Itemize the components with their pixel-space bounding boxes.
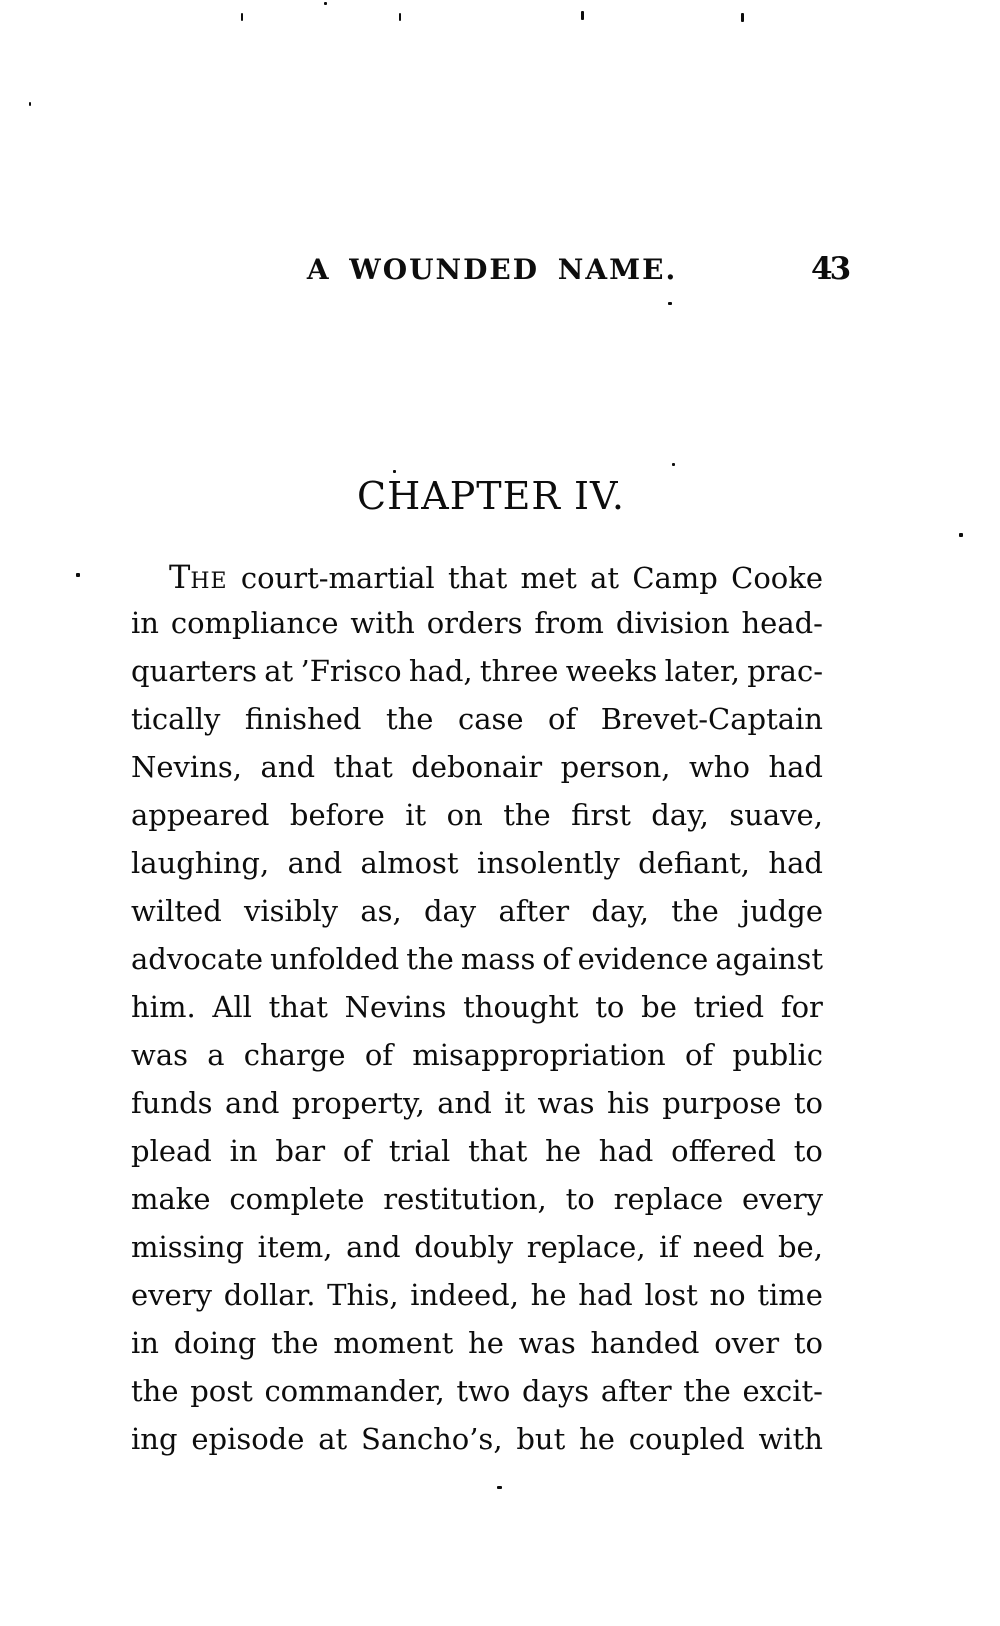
word: head- (741, 606, 823, 640)
word: appeared (131, 798, 270, 832)
paragraph (131, 552, 823, 1464)
scan-speck (497, 1486, 502, 1489)
word: property, (291, 1086, 425, 1120)
text-line (131, 888, 823, 936)
word: be (641, 990, 677, 1024)
scan-speck (672, 463, 675, 466)
word: time (757, 1278, 823, 1312)
word: over (714, 1326, 780, 1360)
lead-word (169, 558, 228, 596)
text-line (131, 600, 823, 648)
word: if (659, 1230, 680, 1264)
word: two (456, 1374, 511, 1408)
word: missing (131, 1230, 245, 1264)
word: of (548, 702, 577, 736)
lead-small-caps: HE (190, 569, 228, 594)
word: handed (590, 1326, 700, 1360)
word: he (468, 1326, 504, 1360)
word: at (264, 654, 294, 688)
word: it (504, 1086, 526, 1120)
text-line (131, 984, 823, 1032)
running-header (142, 253, 842, 286)
word: laughing, (131, 846, 270, 880)
word: with (758, 1422, 823, 1456)
word: of (364, 1038, 394, 1072)
word: Camp (632, 561, 718, 595)
word: dollar. (223, 1278, 316, 1312)
text-line (131, 744, 823, 792)
word: after (600, 1374, 672, 1408)
word: Sancho’s, (361, 1422, 503, 1456)
word: that (468, 1134, 528, 1168)
word: ing (131, 1422, 178, 1456)
word: Nevins, (131, 750, 242, 784)
scan-speck (741, 13, 744, 22)
word: funds (131, 1086, 213, 1120)
word: in (229, 1134, 258, 1168)
word: bar (275, 1134, 326, 1168)
text-line (131, 648, 823, 696)
text-line (131, 1272, 823, 1320)
word: be, (777, 1230, 823, 1264)
word: debonair (411, 750, 543, 784)
word: judge (741, 894, 823, 928)
scan-speck (29, 102, 31, 106)
scan-speck (399, 13, 401, 21)
word: episode (191, 1422, 305, 1456)
word: and (287, 846, 343, 880)
word: in (131, 606, 159, 640)
word: restitution, (383, 1182, 547, 1216)
word: Brevet-Captain (600, 702, 823, 736)
word: court-martial (240, 561, 435, 595)
word: coupled (628, 1422, 745, 1456)
word: compliance (170, 606, 339, 640)
word: division (615, 606, 730, 640)
word: for (780, 990, 823, 1024)
text-line-first (131, 552, 823, 600)
word: insolently (476, 846, 620, 880)
header-title: A WOUNDED NAME. (306, 253, 678, 286)
word: on (446, 798, 483, 832)
word: who (688, 750, 750, 784)
word: in (131, 1326, 159, 1360)
word: person, (560, 750, 671, 784)
word: defiant, (638, 846, 751, 880)
word: him. (131, 990, 196, 1024)
word: quarters (131, 654, 257, 688)
word: Nevins (344, 990, 447, 1024)
word: was (537, 1086, 595, 1120)
text-line (131, 1224, 823, 1272)
word: mass (460, 942, 536, 976)
word: day (423, 894, 477, 928)
word: need (692, 1230, 765, 1264)
word: doing (173, 1326, 257, 1360)
word: at (590, 561, 620, 595)
word: with (350, 606, 415, 640)
word: Cooke (731, 561, 823, 595)
word: thought (463, 990, 579, 1024)
word: was (518, 1326, 576, 1360)
word: unfolded (270, 942, 400, 976)
word: case (457, 702, 524, 736)
drop-initial: T (169, 558, 191, 596)
word: All (212, 990, 252, 1024)
word: a (207, 1038, 225, 1072)
word: day, (591, 894, 650, 928)
word: later, (664, 654, 740, 688)
word: that (333, 750, 393, 784)
word: replace, (526, 1230, 646, 1264)
text-line (131, 1176, 823, 1224)
word: public (732, 1038, 823, 1072)
word: to (793, 1326, 823, 1360)
word: This, (327, 1278, 399, 1312)
word: commander, (264, 1374, 445, 1408)
text-line (131, 936, 823, 984)
text-line (131, 840, 823, 888)
word: make (131, 1182, 211, 1216)
scan-speck (959, 533, 963, 537)
word: before (289, 798, 385, 832)
word: he (579, 1422, 615, 1456)
word: the (385, 702, 434, 736)
word: item, (257, 1230, 333, 1264)
scan-speck (581, 11, 584, 20)
word: first (571, 798, 631, 832)
word: as, (360, 894, 402, 928)
word: weeks (565, 654, 658, 688)
word: complete (229, 1182, 365, 1216)
word: orders (426, 606, 523, 640)
word: purpose (662, 1086, 782, 1120)
word: the (271, 1326, 319, 1360)
word: was (131, 1038, 188, 1072)
word: charge (243, 1038, 346, 1072)
word: offered (671, 1134, 776, 1168)
word: had (578, 1278, 633, 1312)
word: wilted (131, 894, 222, 928)
word: to (793, 1134, 823, 1168)
word: day, (651, 798, 709, 832)
word: lost (644, 1278, 698, 1312)
word: and (260, 750, 316, 784)
word: of (542, 942, 571, 976)
word: to (595, 990, 625, 1024)
word: finished (244, 702, 362, 736)
word: it (405, 798, 427, 832)
word: no (709, 1278, 746, 1312)
text-line (131, 1032, 823, 1080)
page-number: 43 (811, 251, 849, 287)
word: replace (613, 1182, 724, 1216)
word: his (606, 1086, 650, 1120)
word: the (503, 798, 551, 832)
word: three (479, 654, 559, 688)
word: against (715, 942, 823, 976)
chapter-heading: CHAPTER IV. (357, 474, 625, 518)
text-line (131, 1128, 823, 1176)
word: he (545, 1134, 581, 1168)
word: had, (408, 654, 473, 688)
text-line (131, 792, 823, 840)
word: suave, (729, 798, 823, 832)
word: tried (693, 990, 765, 1024)
word: days (522, 1374, 590, 1408)
word: and (224, 1086, 280, 1120)
text-line (131, 1080, 823, 1128)
word: ’Frisco (300, 654, 402, 688)
word: trial (388, 1134, 451, 1168)
word: he (530, 1278, 567, 1312)
word: advocate (131, 942, 264, 976)
word: doubly (414, 1230, 514, 1264)
word: almost (360, 846, 459, 880)
word: of (684, 1038, 714, 1072)
word: tically (131, 702, 221, 736)
scan-speck (76, 573, 80, 577)
word: prac- (747, 654, 823, 688)
word: the (671, 894, 719, 928)
word: had (768, 750, 823, 784)
word: every (131, 1278, 212, 1312)
word: after (498, 894, 570, 928)
word: but (516, 1422, 566, 1456)
word: that (447, 561, 508, 595)
word: visibly (244, 894, 339, 928)
scan-speck (668, 302, 672, 305)
word: the (131, 1374, 179, 1408)
word: had (768, 846, 823, 880)
word: the (406, 942, 454, 976)
word: had (598, 1134, 654, 1168)
word: plead (131, 1134, 212, 1168)
word: every (742, 1182, 823, 1216)
scan-speck (241, 13, 243, 21)
word: the (683, 1374, 731, 1408)
word: met (520, 561, 577, 595)
word: at (318, 1422, 348, 1456)
word: from (534, 606, 604, 640)
word: that (268, 990, 328, 1024)
word: to (793, 1086, 823, 1120)
word: post (190, 1374, 253, 1408)
text-line (131, 1320, 823, 1368)
word: and (346, 1230, 401, 1264)
word: evidence (577, 942, 709, 976)
text-line (131, 1368, 823, 1416)
scan-speck (393, 470, 396, 473)
word: moment (333, 1326, 454, 1360)
text-line (131, 696, 823, 744)
word: misappropriation (412, 1038, 666, 1072)
word: and (437, 1086, 492, 1120)
word: of (342, 1134, 372, 1168)
text-line (131, 1416, 823, 1464)
scan-speck (324, 2, 327, 5)
word: excit- (742, 1374, 823, 1408)
word: to (565, 1182, 595, 1216)
word: indeed, (410, 1278, 519, 1312)
